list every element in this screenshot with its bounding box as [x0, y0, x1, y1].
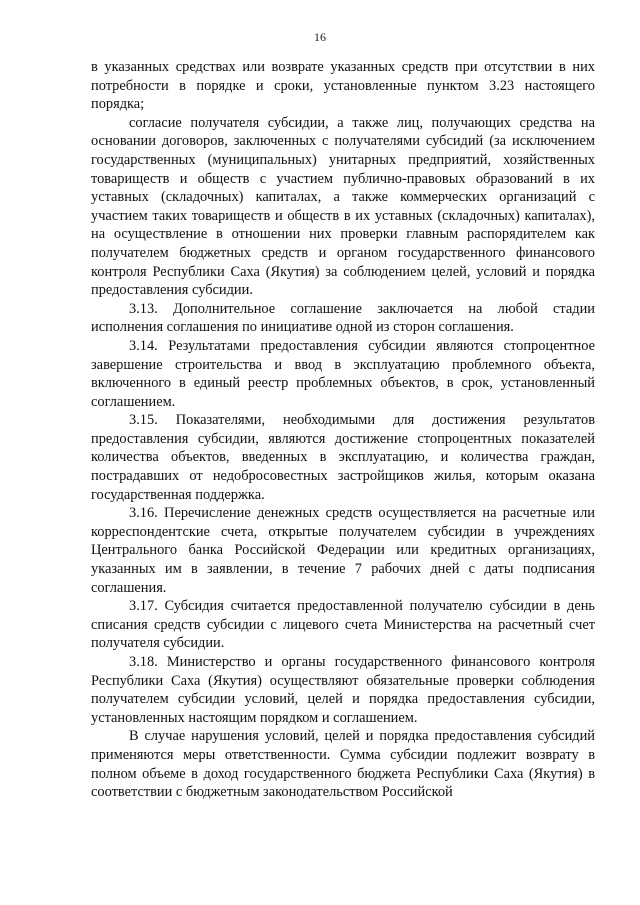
- paragraph-3-17: 3.17. Субсидия считается предоставленной получателю субсидии в день списания средств субсидии с лицевого счета Министерства на расчетный счет получателя субсидии.: [91, 598, 595, 652]
- document-body: [91, 58, 595, 802]
- paragraph-3-14: 3.14. Результатами предоставления субсидии являются стопроцентное завершение строительства и ввод в эксплуатацию проблемного объекта, включенного в единый реестр проблемных объектов, в срок, установленный соглашением.: [91, 337, 595, 410]
- paragraph-3-15: 3.15. Показателями, необходимыми для достижения результатов предоставления субсидии, являются достижение стопроцентных показателей количества объектов, введенных в эксплуатацию, и количества граждан, пострадавших от недобросовестных застройщиков жилья, которым оказана государственная поддержка.: [91, 412, 595, 503]
- paragraph-3-16: 3.16. Перечисление денежных средств осуществляется на расчетные или корреспондентские счета, открытые получателем субсидии в учреждениях Центрального банка Российской Федерации или кредитных организациях, указанных им в заявлении, в течение 7 рабочих дней с даты подписания соглашения.: [91, 505, 595, 596]
- paragraph-violation: В случае нарушения условий, целей и порядка предоставления субсидий применяются меры ответственности. Сумма субсидии подлежит возврату в полном объеме в доход государственного бюджета Республики Саха (Якутия) в соответствии с бюджетным законодательством Российской: [91, 728, 595, 801]
- page-number: 16: [314, 30, 326, 44]
- paragraph-3-13: 3.13. Дополнительное соглашение заключается на любой стадии исполнения соглашения по инициативе одной из сторон соглашения.: [91, 300, 595, 336]
- paragraph-consent: согласие получателя субсидии, а также лиц, получающих средства на основании договоров, заключенных с получателями субсидий (за исключением государственных (муниципальных) унитарных предприятий, хозяйственных товариществ и обществ с участием публично-правовых образований в их уставных (складочных) капиталах, а также коммерческих организаций с участием таких товариществ и обществ в их уставных (складочных) капиталах), на осуществление в отношении них проверки главным распорядителем как получателем бюджетных средств и органом государственного финансового контроля Республики Саха (Якутия) за соблюдением целей, условий и порядка предоставления субсидии.: [91, 114, 595, 299]
- paragraph-3-18: 3.18. Министерство и органы государственного финансового контроля Республики Саха (Якутия) осуществляют обязательные проверки соблюдения получателем субсидии условий, целей и порядка предоставления субсидии, установленных настоящим порядком и соглашением.: [91, 654, 595, 726]
- paragraph-continuation: в указанных средствах или возврате указанных средств при отсутствии в них потребности в порядке и сроки, установленные пунктом 3.23 настоящего порядка;: [91, 59, 595, 113]
